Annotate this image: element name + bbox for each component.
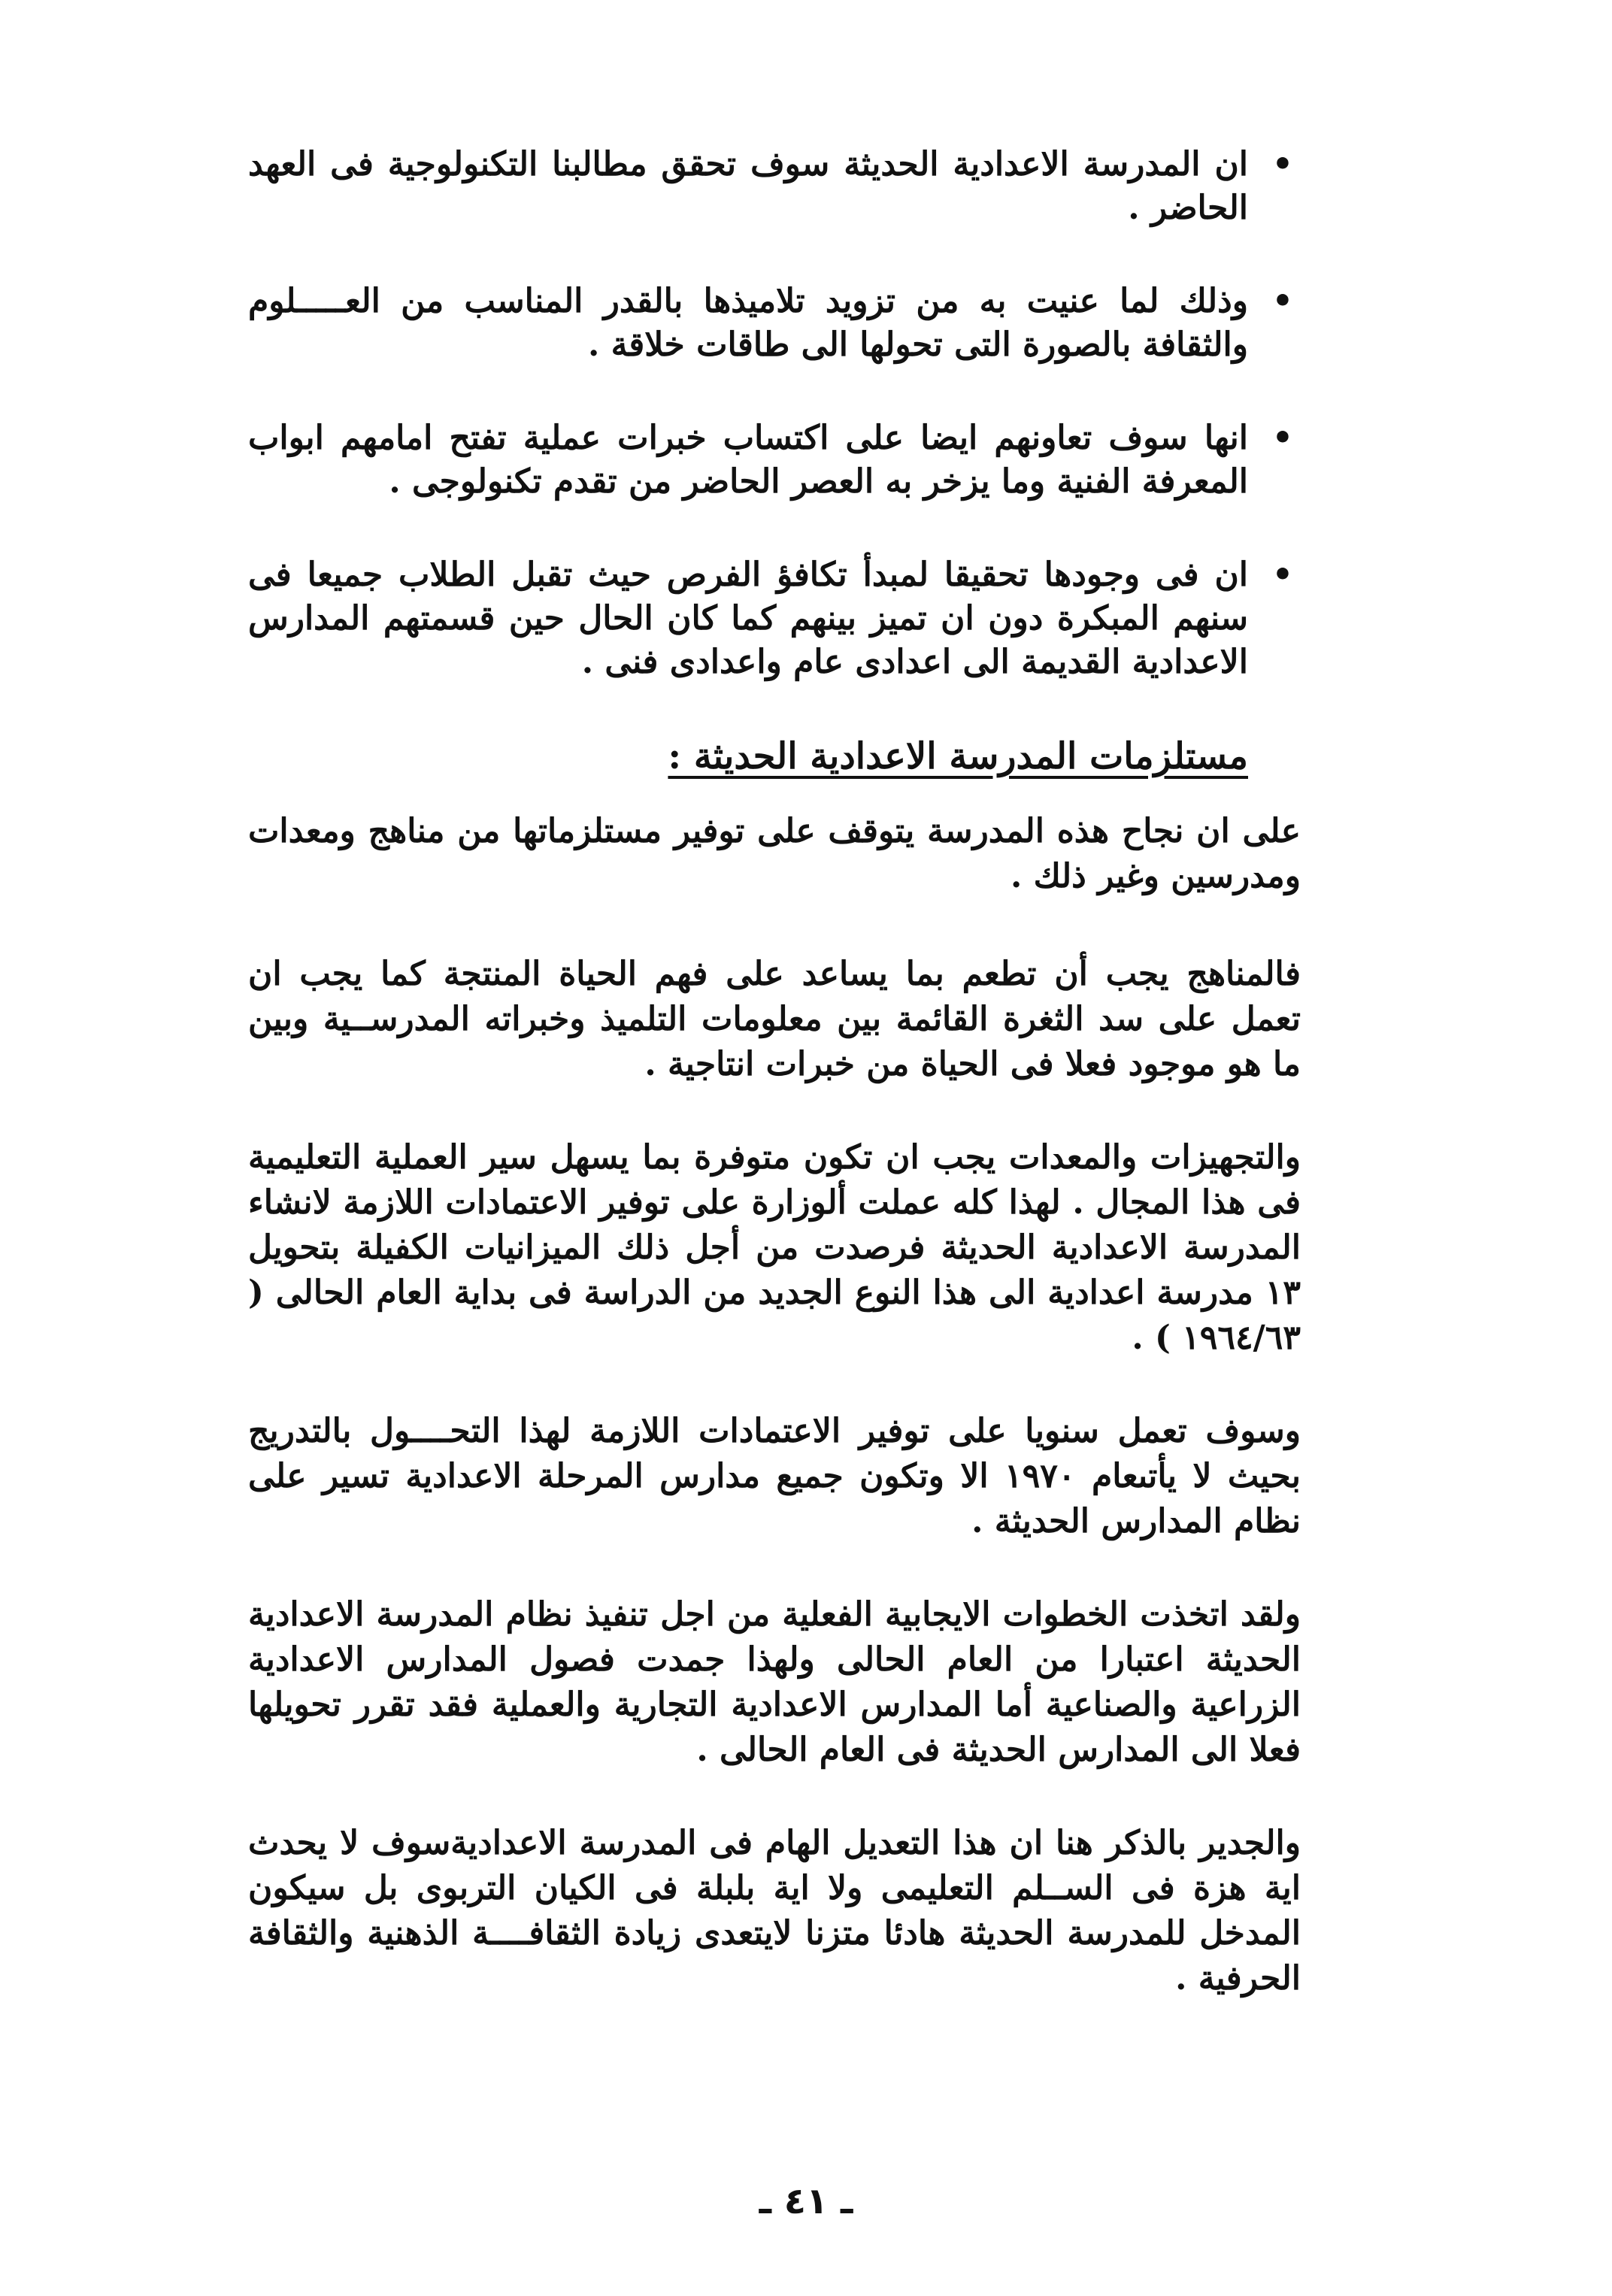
- paragraph: وسوف تعمل سنويا على توفير الاعتمادات اللازمة لهذا التحــــول بالتدريج بحيث لا يأتىعام ١٩٧٠ الا وتكون جميع مدارس المرحلة الاعدادية تسير على نظام المدارس الحديثة .: [248, 1412, 1301, 1540]
- bullet-text: ان المدرسة الاعدادية الحديثة سوف تحقق مطالبنا التكنولوجية فى العهد الحاضر .: [248, 145, 1248, 227]
- bullet-dot-icon: •: [1271, 282, 1293, 320]
- bullet-item: [248, 553, 1301, 684]
- bullet-text: انها سوف تعاونهم ايضا على اكتساب خبرات عملية تفتح امامهم ابواب المعرفة الفنية وما يزخر به العصر الحاضر من تقدم تكنولوجى .: [248, 419, 1248, 501]
- paragraph: فالمناهج يجب أن تطعم بما يساعد على فهم الحياة المنتجة كما يجب ان تعمل على سد الثغرة القائمة بين معلومات التلميذ وخبراته المدرســية وبين ما هو موجود فعلا فى الحياة من خبرات انتاجية .: [248, 955, 1301, 1083]
- paragraph: على ان نجاح هذه المدرسة يتوقف على توفير مستلزماتها من مناهج ومعدات ومدرسين وغير ذلك .: [248, 812, 1301, 895]
- bullet-item: [248, 416, 1301, 504]
- bullet-text: وذلك لما عنيت به من تزويد تلاميذها بالقدر المناسب من العـــــلوم والثقافة بالصورة التى تحولها الى طاقات خلاقة .: [248, 282, 1248, 364]
- paragraph: والجدير بالذكر هنا ان هذا التعديل الهام فى المدرسة الاعداديةسوف لا يحدث اية هزة فى الســلم التعليمى ولا اية بلبلة فى الكيان التربوى بل سيكون المدخل للمدرسة الحديثة هادئا متزنا لايتعدى زيادة الثقافــــة الذهنية والثقافة الحرفية .: [248, 1824, 1301, 1998]
- benefits-bullet-list: [248, 143, 1301, 684]
- paragraph: ولقد اتخذت الخطوات الايجابية الفعلية من اجل تنفيذ نظام المدرسة الاعدادية الحديثة اعتبارا من العام الحالى ولهذا جمدت فصول المدارس الاعدادية الزراعية والصناعية أما المدارس الاعدادية التجارية والعملية فقد تقرر تحويلها فعلا الى المدارس الحديثة فى العام الحالى .: [248, 1595, 1301, 1769]
- bullet-text: ان فى وجودها تحقيقا لمبدأ تكافؤ الفرص حيث تقبل الطلاب جميعا فى سنهم المبكرة دون ان تميز بينهم كما كان الحال حين قسمتهم المدارس الاعدادية القديمة الى اعدادى عام واعدادى فنى .: [248, 556, 1248, 681]
- bullet-item: [248, 143, 1301, 230]
- bullet-item: [248, 280, 1301, 367]
- document-body: [248, 143, 1301, 2049]
- paragraph: والتجهيزات والمعدات يجب ان تكون متوفرة بما يسهل سير العملية التعليمية فى هذا المجال . لهذا كله عملت ألوزارة على توفير الاعتمادات اللازمة لانشاء المدرسة الاعدادية الحديثة فرصدت من أجل ذلك الميزانيات الكفيلة بتحويل ١٣ مدرسة اعدادية الى هذا النوع الجديد من الدراسة فى بداية العام الحالى ( ١٩٦٤/٦٣ ) .: [248, 1138, 1301, 1357]
- bullet-dot-icon: •: [1271, 419, 1293, 457]
- page-number: ـ ٤١ ـ: [759, 2180, 853, 2222]
- section-heading: مستلزمات المدرسة الاعدادية الحديثة :: [668, 735, 1248, 777]
- bullet-dot-icon: •: [1271, 145, 1293, 183]
- bullet-dot-icon: •: [1271, 556, 1293, 594]
